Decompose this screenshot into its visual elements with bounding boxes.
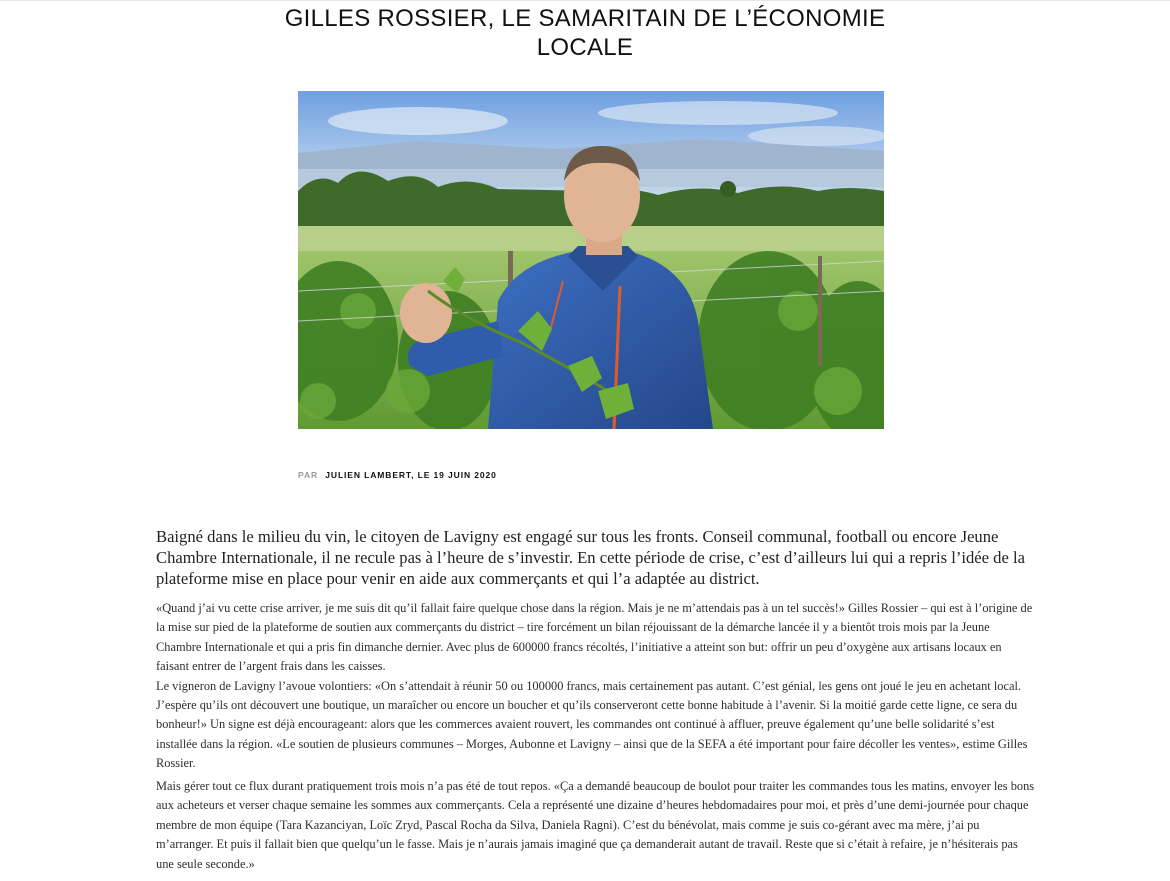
article-title: [0, 4, 1170, 62]
vineyard-portrait-illustration: [298, 91, 884, 429]
byline-author-date: JULIEN LAMBERT, LE 19 JUIN 2020: [325, 470, 497, 480]
article-paragraph-1: [156, 599, 1036, 774]
byline-prefix: PAR: [298, 470, 319, 480]
article-paragraph-2: Mais gérer tout ce flux durant pratiquement trois mois n’a pas été de tout repos. «Ça a demandé beaucoup de boulot pour traiter les commandes tous les matins, envoyer les bons aux acheteurs et verser chaque semaine les sommes aux commerçants. Cela a représenté une dizaine d’heures hebdomadaires pour moi, et près d’une demi-journée pour chaque membre de mon équipe (Tara Kazanciyan, Loïc Zryd, Pascal Rocha da Silva, Daniela Ragni). C’est du bénévolat, mais comme je suis co-gérant avec ma mère, j’ai pu m’arranger. Et puis il fallait bien que quelqu’un le fasse. Mais je n’aurais jamais imaginé que ça demanderait autant de travail. Reste que si c’était à refaire, je n’hésiterais pas une seule seconde.»: [156, 779, 1035, 871]
article-lead: Baigné dans le milieu du vin, le citoyen de Lavigny est engagé sur tous les fronts. Conseil communal, football ou encore Jeune Chambre Internationale, il ne recule pas à l’heure de s’investir. En cette période de crise, c’est d’ailleurs lui qui a repris l’idée de la plateforme mise en place pour venir en aide aux commerçants et qui l’a adaptée au district.: [156, 527, 1025, 588]
hero-photo: [298, 91, 884, 429]
article-title-line2: LOCALE: [536, 34, 634, 61]
article-paragraph-1-part-1: «Quand j’ai vu cette crise arriver, je me suis dit qu’il fallait faire quelque chose dans la région. Mais je ne m’attendais pas à un tel succès!» Gilles Rossier – qui est à l’origine de la mise sur pied de la plateforme de soutien aux commerçants du district – tire forcément un bilan réjouissant de la démarche lancée il y a bientôt trois mois par la Jeune Chambre Internationale et qui a pris fin dimanche dernier. Avec plus de 600000 francs récoltés, l’initiative a atteint son but: offrir un peu d’oxygène aux artisans locaux en faisant entrer de l’argent frais dans les caisses.: [156, 601, 1033, 674]
article-title-line1: GILLES ROSSIER, LE SAMARITAIN DE L’ÉCONOMIE: [284, 5, 886, 32]
top-divider: [0, 0, 1170, 1]
article-byline: [298, 470, 497, 480]
article-paragraph-1-part-2: Le vigneron de Lavigny l’avoue volontiers: «On s’attendait à réunir 50 ou 100000 francs, mais certainement pas autant. C’est génial, les gens ont joué le jeu en achetant local. J’espère qu’ils ont découvert une boutique, un maraîcher ou encore un boucher et qu’ils conserveront cette bonne habitude à l’avenir. Si la moitié garde cette ligne, ce sera du bonheur!» Un signe est déjà encourageant: alors que les commerces avaient rouvert, les commandes ont continué à affluer, preuve également qu’une belle solidarité s’est installée dans la région. «Le soutien de plusieurs communes – Morges, Aubonne et Lavigny – ainsi que de la SEFA a été important pour faire décoller les ventes», estime Gilles Rossier.: [156, 678, 1028, 771]
